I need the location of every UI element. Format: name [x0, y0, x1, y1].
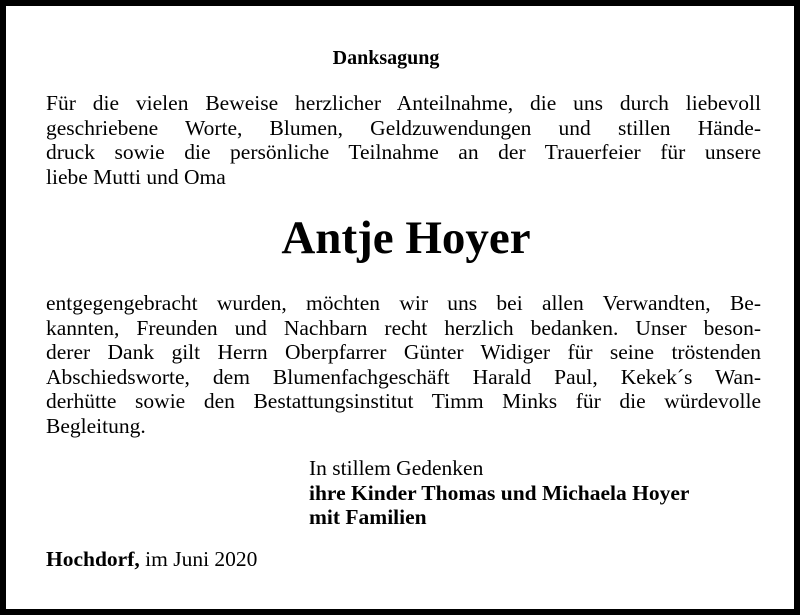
deceased-name: Antje Hoyer	[281, 212, 531, 264]
signoff-block	[309, 456, 689, 530]
thanks-line: derhütte sowie den Bestattungsinstitut Timm Minks für die würdevolle	[46, 389, 761, 413]
notice-heading: Danksagung	[332, 47, 440, 69]
intro-line: druck sowie die persönliche Teilnahme an der Trauerfeier für unsere	[46, 140, 761, 164]
thanks-line: Abschiedsworte, dem Blumenfachgeschäft Harald Paul, Kekek´s Wan-	[46, 364, 761, 389]
thanks-line: derer Dank gilt Herrn Oberpfarrer Günter Widiger für seine tröstenden	[46, 340, 761, 364]
intro-line: liebe Mutti und Oma	[46, 164, 226, 189]
thanks-line: kannten, Freunden und Nachbarn recht herzlich bedanken. Unser beson-	[46, 315, 761, 340]
intro-line: Für die vielen Beweise herzlicher Anteilnahme, die uns durch liebevoll	[46, 91, 761, 115]
thanks-line: entgegengebracht wurden, möchten wir uns bei allen Verwandten, Be-	[46, 291, 761, 315]
notice-heading-wrap	[6, 46, 766, 70]
thanks-line: Begleitung.	[46, 413, 146, 438]
signoff-phrase: In stillem Gedenken	[309, 456, 484, 480]
intro-paragraph	[46, 91, 761, 189]
place-date-line	[46, 547, 257, 572]
signoff-family-line: ihre Kinder Thomas und Michaela Hoyer	[309, 480, 690, 505]
intro-line: geschriebene Worte, Blumen, Geldzuwendungen und stillen Hände-	[46, 115, 761, 140]
signoff-family-line: mit Familien	[309, 505, 427, 529]
place-name: Hochdorf,	[46, 547, 140, 571]
notice-date: im Juni 2020	[145, 547, 258, 571]
thanks-paragraph	[46, 291, 761, 438]
